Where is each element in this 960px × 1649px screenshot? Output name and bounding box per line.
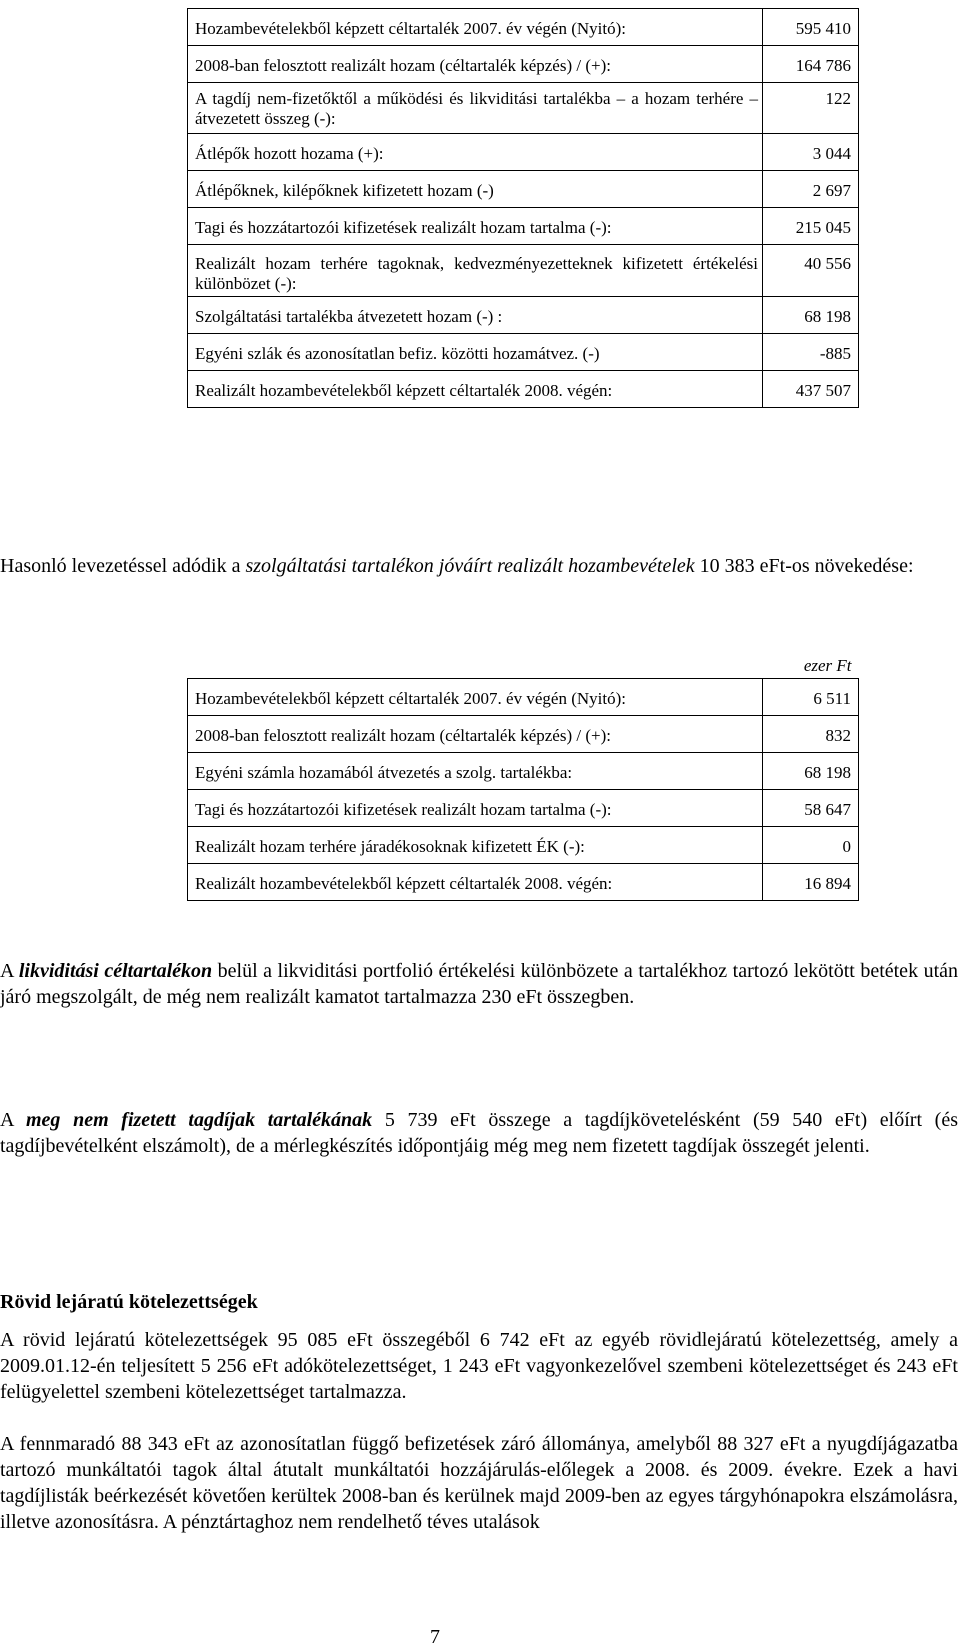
row-value: 6 511 [763, 678, 859, 715]
table-header-row [188, 652, 859, 678]
table-row [188, 371, 859, 408]
paragraph-text: A [0, 960, 19, 982]
table-row [188, 171, 859, 208]
hozam-celtartalek-table [187, 8, 859, 408]
row-label: Realizált hozambevételekből képzett céltartalék 2008. végén: [188, 863, 763, 900]
row-value: 68 198 [763, 752, 859, 789]
table-row [188, 46, 859, 83]
paragraph-fennmarado: A fennmaradó 88 343 eFt az azonosítatlan függő befizetések záró állománya, amelyből 88 327 eFt a nyugdíjágazatba tartozó munkáltatói tagok által átutalt munkáltatói hozzájárulás-előlegek a 2008. és 2009. évekre. Ezek a havi tagdíjlisták beérkezését követően kerültek 2008-ban és kerülnek majd 2009-ben az egyes tárgyhónapokra elszámolásra, illetve azonosításra. A pénztártaghoz nem rendelhető téves utalások [0, 1433, 958, 1533]
paragraph-text: Hasonló levezetéssel adódik a [0, 555, 246, 577]
paragraph-likviditasi [0, 958, 958, 1010]
row-value: 2 697 [763, 171, 859, 208]
row-label: 2008-ban felosztott realizált hozam (céltartalék képzés) / (+): [188, 715, 763, 752]
paragraph-italic-text: szolgáltatási tartalékon jóváírt realizált hozambevételek [245, 555, 695, 577]
row-value: 832 [763, 715, 859, 752]
paragraph-rovid-lejaratu: A rövid lejáratú kötelezettségek 95 085 eFt összegéből 6 742 eFt az egyéb rövidlejáratú kötelezettség, amely a 2009.01.12-én teljesített 5 256 eFt adókötelezettséget, 1 243 eFt vagyonkezelővel szembeni kötelezettséget és 243 eFt felügyelettel szembeni kötelezettséget tartalmazza. [0, 1329, 958, 1403]
paragraph-text: A [0, 1109, 26, 1131]
row-label: Hozambevételekből képzett céltartalék 2007. év végén (Nyitó): [188, 678, 763, 715]
row-value: 437 507 [763, 371, 859, 408]
row-label: Szolgáltatási tartalékba átvezetett hozam (-) : [188, 297, 763, 334]
table-row [188, 208, 859, 245]
table-row [188, 752, 859, 789]
row-label: Egyéni számla hozamából átvezetés a szolg. tartalékba: [188, 752, 763, 789]
row-label: 2008-ban felosztott realizált hozam (céltartalék képzés) / (+): [188, 46, 763, 83]
row-value: 0 [763, 826, 859, 863]
row-value: 164 786 [763, 46, 859, 83]
row-label: Átlépőknek, kilépőknek kifizetett hozam (-) [188, 171, 763, 208]
row-label: Realizált hozam terhére tagoknak, kedvezményezetteknek kifizetett értékelési különbözet (-): [188, 245, 763, 297]
table-row [188, 789, 859, 826]
table-row [188, 826, 859, 863]
row-value: 16 894 [763, 863, 859, 900]
row-label: Realizált hozambevételekből képzett céltartalék 2008. végén: [188, 371, 763, 408]
szolgaltatasi-tartalek-table [187, 652, 859, 901]
paragraph-emphasis: meg nem fizetett tagdíjak tartalékának [26, 1109, 373, 1131]
row-value: 68 198 [763, 297, 859, 334]
row-value: 58 647 [763, 789, 859, 826]
row-value: -885 [763, 334, 859, 371]
row-value: 3 044 [763, 134, 859, 171]
table-row [188, 334, 859, 371]
paragraph-szolgaltatasi [0, 553, 958, 579]
row-label: Átlépők hozott hozama (+): [188, 134, 763, 171]
paragraph-text: 10 383 eFt-os növekedése: [694, 555, 914, 577]
unit-label: ezer Ft [803, 656, 852, 675]
row-value: 595 410 [763, 9, 859, 46]
header-spacer [188, 652, 763, 678]
table-row [188, 134, 859, 171]
page-number: 7 [430, 1626, 440, 1648]
row-value: 215 045 [763, 208, 859, 245]
row-label: Hozambevételekből képzett céltartalék 2007. év végén (Nyitó): [188, 9, 763, 46]
row-label: Realizált hozam terhére járadékosoknak kifizetett ÉK (-): [188, 826, 763, 863]
row-label: Tagi és hozzátartozói kifizetések realizált hozam tartalma (-): [188, 789, 763, 826]
row-value: 40 556 [763, 245, 859, 297]
row-label: A tagdíj nem-fizetőktől a működési és likviditási tartalékba – a hozam terhére – átvezetett összeg (-): [188, 83, 763, 134]
table-row [188, 297, 859, 334]
row-label: Tagi és hozzátartozói kifizetések realizált hozam tartalma (-): [188, 208, 763, 245]
table-row [188, 245, 859, 297]
paragraph-emphasis: likviditási céltartalékon [18, 960, 213, 982]
row-label: Egyéni szlák és azonosítatlan befiz. közötti hozamátvez. (-) [188, 334, 763, 371]
table-row [188, 863, 859, 900]
paragraph-tagdijak [0, 1107, 958, 1159]
section-heading: Rövid lejáratú kötelezettségek [0, 1291, 258, 1313]
table-row [188, 9, 859, 46]
table-row [188, 715, 859, 752]
table-row [188, 83, 859, 134]
table-row [188, 678, 859, 715]
paragraph-text: belül a likviditási portfolió értékelési különbözete a tartalékhoz tartozó lekötött betétek után járó megszolgált, de még nem realizált kamatot tartalmazza 230 eFt összegben. [0, 960, 959, 1008]
row-value: 122 [763, 83, 859, 134]
paragraph-text: 5 739 eFt összege a tagdíjkövetelésként (59 540 eFt) előírt (és tagdíjbevételként elszámolt), de a mérlegkészítés időpontjáig még meg nem fizetett tagdíjak összegét jelenti. [0, 1109, 958, 1157]
